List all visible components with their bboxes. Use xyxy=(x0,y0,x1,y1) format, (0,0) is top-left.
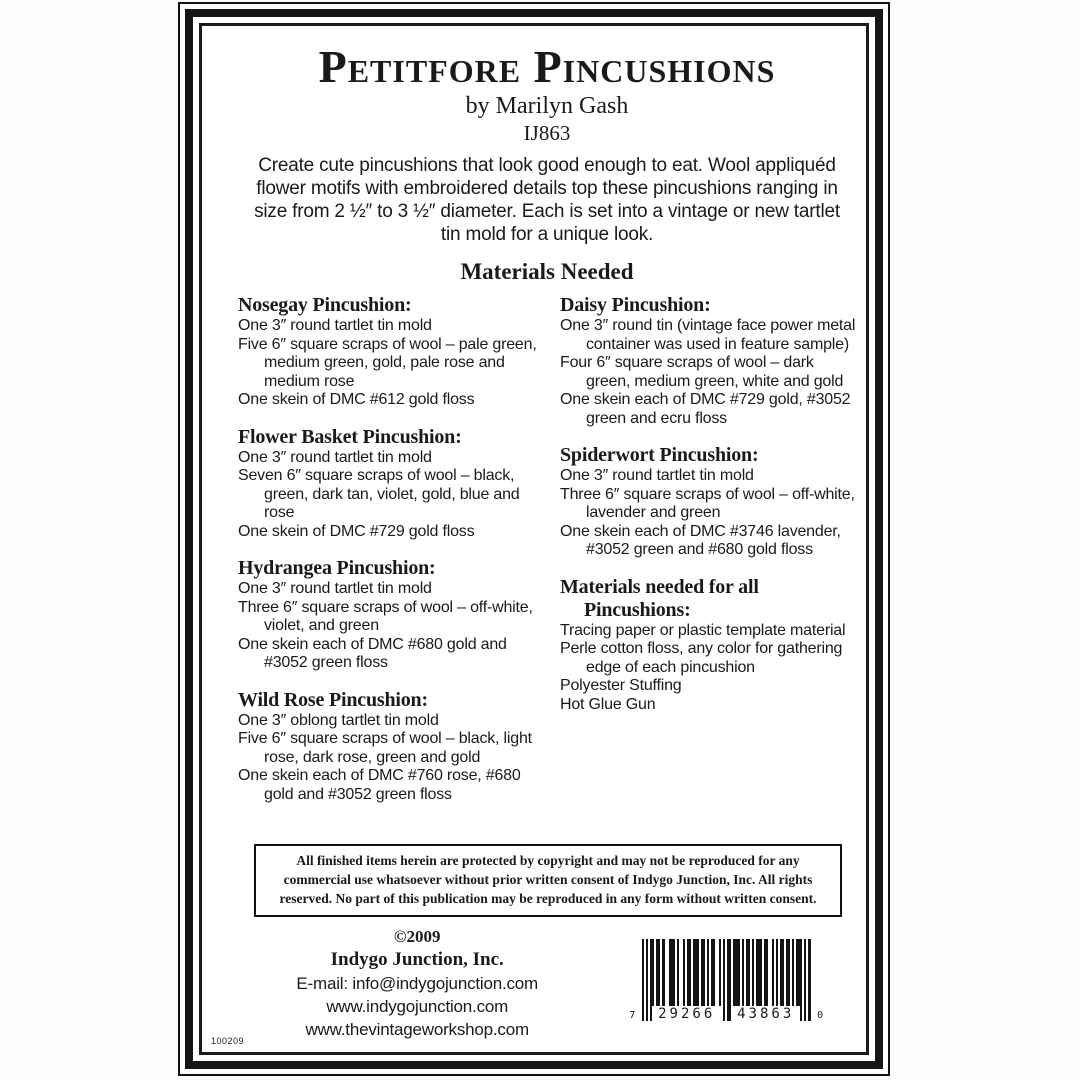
pattern-number: IJ863 xyxy=(523,121,571,145)
section-items xyxy=(238,449,544,542)
barcode-middle-guard-gap xyxy=(721,1006,731,1023)
material-item: One 3″ round tartlet tin mold xyxy=(238,580,432,597)
materials-column-left xyxy=(238,294,544,820)
byline: by Marilyn Gash xyxy=(465,93,629,119)
section-items xyxy=(238,712,544,805)
materials-section xyxy=(560,294,856,428)
pattern-card xyxy=(178,2,890,1076)
material-item: One skein each of DMC #760 rose, #680 gold and #3052 green floss xyxy=(238,767,521,803)
material-item: Five 6″ square scraps of wool – pale green, medium green, gold, pale rose and medium rose xyxy=(238,335,537,390)
material-item: Three 6″ square scraps of wool – off-white, violet, and green xyxy=(238,598,533,634)
material-item: One 3″ round tin (vintage face power metal container was used in feature sample) xyxy=(560,317,856,353)
barcode-digit-group-1: 29266 xyxy=(652,1006,721,1023)
section-heading: Daisy Pincushion: xyxy=(560,294,711,316)
publisher-block xyxy=(238,923,596,1041)
upc-barcode xyxy=(626,939,826,1023)
copyright-notice-box: All finished items herein are protected by copyright and may not be reproduced for any commercial use whatsoever without prior written consent of Indygo Junction, Inc. All rights reserved. No part of this publication may be reproduced in any form without written consent. xyxy=(254,844,842,917)
material-item: Seven 6″ square scraps of wool – black, green, dark tan, violet, gold, blue and rose xyxy=(238,467,520,521)
card-thick-border xyxy=(185,9,883,1069)
material-item: One skein each of DMC #680 gold and #3052 green floss xyxy=(238,635,507,671)
publisher-website-1: www.indygojunction.com xyxy=(326,997,509,1016)
material-item: One 3″ round tartlet tin mold xyxy=(238,448,432,466)
material-item: Five 6″ square scraps of wool – black, light rose, dark rose, green and gold xyxy=(238,730,532,766)
barcode-right-digit: 0 xyxy=(817,1010,824,1021)
section-heading: Wild Rose Pincushion: xyxy=(238,688,428,711)
intro-paragraph: Create cute pincushions that look good enough to eat. Wool appliquéd flower motifs with embroidered details top these pincushions ranging in size from 2 ½″ to 3 ½″ diameter. Each is set into a vintage or new tartlet tin mold for a unique look. xyxy=(254,155,840,245)
materials-section xyxy=(238,689,544,805)
material-item: One skein each of DMC #3746 lavender, #3052 green and #680 gold floss xyxy=(560,522,841,558)
publisher-website-2: www.thevintageworkshop.com xyxy=(305,1020,529,1039)
page-title: Petitfore Pincushions xyxy=(318,41,776,92)
section-items xyxy=(238,317,544,410)
material-item: Tracing paper or plastic template material xyxy=(560,621,846,639)
material-item: Polyester Stuffing xyxy=(560,677,682,694)
materials-columns xyxy=(238,294,856,820)
material-item: One 3″ round tartlet tin mold xyxy=(238,317,432,334)
materials-section xyxy=(560,444,856,560)
section-items xyxy=(560,467,856,560)
card-inner-border xyxy=(199,23,869,1055)
material-item: One skein of DMC #612 gold floss xyxy=(238,391,475,408)
barcode-bar xyxy=(808,939,810,1021)
section-heading: Spiderwort Pincushion: xyxy=(560,444,759,466)
section-heading: Hydrangea Pincushion: xyxy=(238,557,436,579)
section-heading: Nosegay Pincushion: xyxy=(238,294,412,316)
material-item: One 3″ round tartlet tin mold xyxy=(560,467,754,484)
material-item: Hot Glue Gun xyxy=(560,695,656,713)
section-heading: Materials needed for all Pincushions: xyxy=(560,575,759,621)
copyright-year: ©2009 xyxy=(393,927,441,946)
barcode-area xyxy=(596,923,856,1023)
section-items xyxy=(238,580,544,673)
section-heading: Flower Basket Pincushion: xyxy=(238,425,462,448)
publisher-email: E-mail: info@indygojunction.com xyxy=(296,974,539,993)
barcode-left-digit: 7 xyxy=(629,1010,636,1021)
materials-section xyxy=(238,294,544,410)
material-item: One skein of DMC #729 gold floss xyxy=(238,522,475,540)
footer xyxy=(238,923,856,1041)
material-item: One skein each of DMC #729 gold, #3052 green and ecru floss xyxy=(560,391,851,427)
print-date-code: 100209 xyxy=(211,1036,245,1046)
section-items xyxy=(560,317,856,428)
material-item: Three 6″ square scraps of wool – off-white, lavender and green xyxy=(560,485,855,521)
material-item: Four 6″ square scraps of wool – dark green, medium green, white and gold xyxy=(560,354,844,390)
barcode-digit-group-2: 43863 xyxy=(731,1006,800,1023)
materials-needed-heading: Materials Needed xyxy=(460,259,634,284)
material-item: One 3″ oblong tartlet tin mold xyxy=(238,711,439,729)
materials-section xyxy=(238,426,544,542)
materials-section xyxy=(560,576,856,715)
material-item: Perle cotton floss, any color for gathering edge of each pincushion xyxy=(560,640,843,676)
barcode-digits xyxy=(652,1006,800,1023)
section-items xyxy=(560,622,856,715)
materials-section xyxy=(238,557,544,673)
card-content xyxy=(202,26,866,1041)
publisher-name: Indygo Junction, Inc. xyxy=(330,949,504,970)
materials-column-right xyxy=(560,294,856,820)
